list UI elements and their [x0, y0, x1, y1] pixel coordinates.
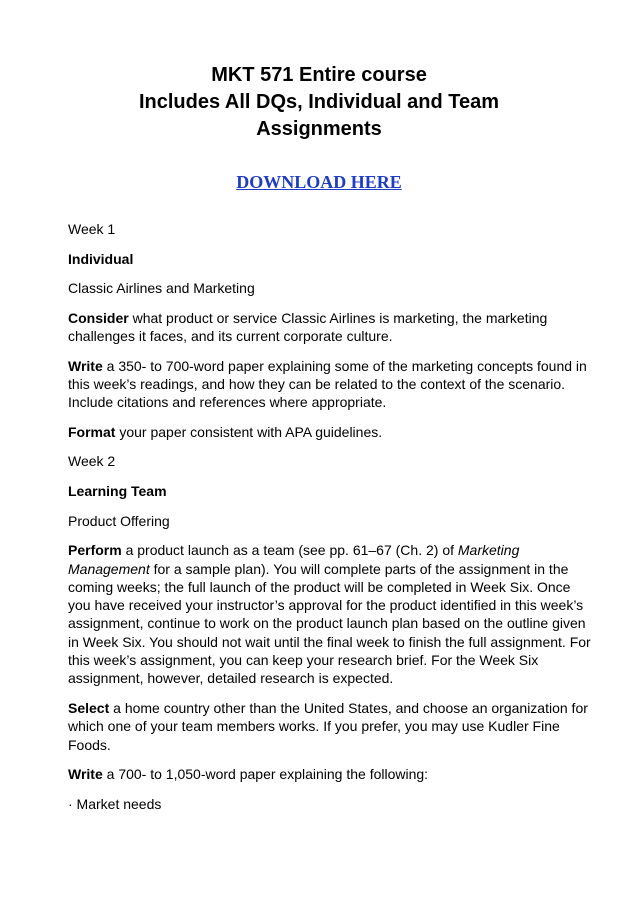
perform-text-b: for a sample plan). You will complete parts of the assignment in the coming weeks; the full launch of the product will be completed in Week Six. Once you have received your instructor’s approval for the product identified in this week’s assignment, continue to work on the product launch plan based on the outline given in Week Six. You should not wait until the final week to finish the full assignment. For this week’s assignment, you can keep your research brief. For the Week Six assignment, however, detailed research is expected. [68, 560, 591, 687]
write-paragraph-2 [68, 765, 592, 783]
perform-paragraph [68, 541, 592, 687]
learning-team-heading [68, 482, 592, 500]
individual-heading [68, 250, 592, 268]
write-keyword-2: Write [68, 766, 103, 783]
classic-airlines-heading: Classic Airlines and Marketing [68, 280, 255, 297]
individual-label: Individual [68, 250, 134, 267]
select-keyword: Select [68, 699, 110, 716]
week-1-heading: Week 1 [68, 221, 116, 237]
perform-text-a: a product launch as a team (see pp. 61–67 (Ch. 2) of [121, 542, 458, 559]
consider-keyword: Consider [68, 309, 129, 326]
bullet-market-needs: · Market needs [68, 795, 162, 812]
format-keyword: Format [68, 423, 116, 440]
write-paragraph-1 [68, 357, 592, 412]
consider-paragraph [68, 309, 592, 346]
perform-keyword: Perform [68, 542, 122, 559]
format-paragraph [68, 423, 592, 441]
select-paragraph [68, 699, 592, 754]
format-text: your paper consistent with APA guidelines. [115, 423, 383, 440]
learning-team-label: Learning Team [68, 483, 167, 500]
product-offering-heading: Product Offering [68, 512, 170, 529]
title-line-1: MKT 571 Entire course [211, 64, 427, 86]
title-line-2: Includes All DQs, Individual and Team [138, 91, 500, 113]
write-text-1: a 350- to 700-word paper explaining some of the marketing concepts found in this week’s readings, and how they can be related to the context of the scenario. Include citations and references where appropriate. [68, 357, 587, 411]
document-body [68, 220, 592, 824]
consider-text: what product or service Classic Airlines is marketing, the marketing challenges it faces, and its current corporate culture. [68, 309, 548, 345]
marketing-management-title: Marketing Management [68, 542, 520, 577]
title-line-3: Assignments [256, 118, 382, 140]
download-link[interactable]: DOWNLOAD HERE [236, 172, 402, 192]
week-2-heading: Week 2 [68, 453, 116, 470]
write-text-2: a 700- to 1,050-word paper explaining the following: [102, 766, 429, 783]
write-keyword-1: Write [68, 357, 103, 374]
document-title [60, 62, 578, 143]
select-text: a home country other than the United States, and choose an organization for which one of your team members works. If you prefer, you may use Kudler Fine Foods. [68, 699, 588, 753]
